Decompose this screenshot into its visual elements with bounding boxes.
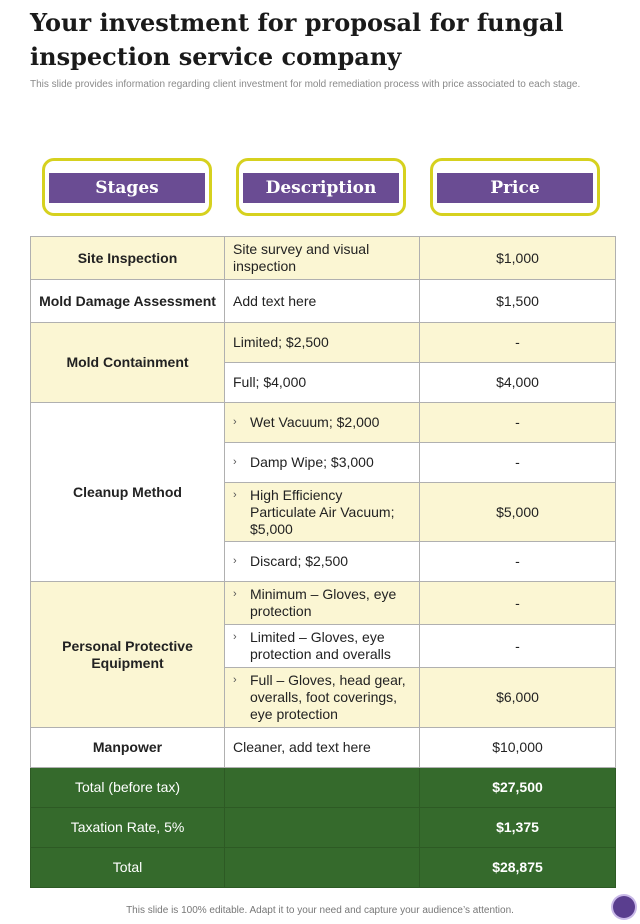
table-row xyxy=(31,323,616,363)
price-cell: - xyxy=(420,582,616,625)
chevron-right-icon: › xyxy=(233,555,237,567)
table-row xyxy=(31,403,616,443)
total-empty-cell xyxy=(225,768,420,808)
price-header xyxy=(430,158,600,216)
chevron-right-icon: › xyxy=(233,631,237,643)
description-cell xyxy=(225,483,420,542)
total-row xyxy=(31,768,616,808)
table-row xyxy=(31,728,616,768)
total-label: Total xyxy=(31,848,225,888)
price-cell: - xyxy=(420,542,616,582)
description-cell xyxy=(225,403,420,443)
total-row xyxy=(31,848,616,888)
stages-header-label: Stages xyxy=(49,173,205,203)
bullet-text: Full – Gloves, head gear, overalls, foot coverings, eye protection xyxy=(250,672,406,722)
chevron-right-icon: › xyxy=(233,416,237,428)
price-header-label: Price xyxy=(437,173,593,203)
description-cell: Add text here xyxy=(225,280,420,323)
bullet-text: High Efficiency Particulate Air Vacuum; $5,000 xyxy=(250,486,395,537)
footer-note: This slide is 100% editable. Adapt it to your need and capture your audience’s attention. xyxy=(126,905,514,916)
description-cell xyxy=(225,668,420,728)
table-row xyxy=(31,237,616,280)
bullet-text: Discard; $2,500 xyxy=(250,553,349,569)
chevron-right-icon: › xyxy=(233,588,237,600)
description-cell: Site survey and visual inspection xyxy=(225,237,420,280)
price-cell: $1,000 xyxy=(420,237,616,280)
description-cell xyxy=(225,443,420,483)
description-cell xyxy=(225,582,420,625)
table-row xyxy=(31,280,616,323)
description-cell: Cleaner, add text here xyxy=(225,728,420,768)
price-cell: - xyxy=(420,403,616,443)
total-empty-cell xyxy=(225,808,420,848)
stage-cell: Mold Containment xyxy=(31,323,225,403)
chevron-right-icon: › xyxy=(233,488,237,501)
price-cell: $6,000 xyxy=(420,668,616,728)
chevron-right-icon: › xyxy=(233,456,237,468)
total-label: Total (before tax) xyxy=(31,768,225,808)
chevron-right-icon: › xyxy=(233,674,237,686)
price-cell: - xyxy=(420,625,616,668)
bullet-text: Wet Vacuum; $2,000 xyxy=(250,414,380,430)
description-header xyxy=(236,158,406,216)
page-subtitle: This slide provides information regarding client investment for mold remediation process with price associated to each stage. xyxy=(30,79,581,90)
stage-cell: Manpower xyxy=(31,728,225,768)
stage-cell: Personal Protective Equipment xyxy=(31,582,225,728)
total-value: $28,875 xyxy=(420,848,616,888)
bullet-text: Damp Wipe; $3,000 xyxy=(250,454,374,470)
description-cell: Limited; $2,500 xyxy=(225,323,420,363)
description-cell xyxy=(225,625,420,668)
total-value: $1,375 xyxy=(420,808,616,848)
brand-dot-icon xyxy=(613,896,635,918)
investment-table xyxy=(30,236,616,888)
price-cell: $5,000 xyxy=(420,483,616,542)
stage-cell: Mold Damage Assessment xyxy=(31,280,225,323)
price-cell: - xyxy=(420,323,616,363)
price-cell: - xyxy=(420,443,616,483)
description-header-label: Description xyxy=(243,173,399,203)
total-value: $27,500 xyxy=(420,768,616,808)
price-cell: $4,000 xyxy=(420,363,616,403)
total-empty-cell xyxy=(225,848,420,888)
stages-header xyxy=(42,158,212,216)
stage-cell: Site Inspection xyxy=(31,237,225,280)
total-row xyxy=(31,808,616,848)
total-label: Taxation Rate, 5% xyxy=(31,808,225,848)
bullet-text: Limited – Gloves, eye protection and overalls xyxy=(250,629,391,662)
price-cell: $10,000 xyxy=(420,728,616,768)
price-cell: $1,500 xyxy=(420,280,616,323)
description-cell: Full; $4,000 xyxy=(225,363,420,403)
bullet-text: Minimum – Gloves, eye protection xyxy=(250,586,397,619)
table-row xyxy=(31,582,616,625)
stage-cell: Cleanup Method xyxy=(31,403,225,582)
page-title: Your investment for proposal for fungal inspection service company xyxy=(30,8,564,71)
description-cell xyxy=(225,542,420,582)
